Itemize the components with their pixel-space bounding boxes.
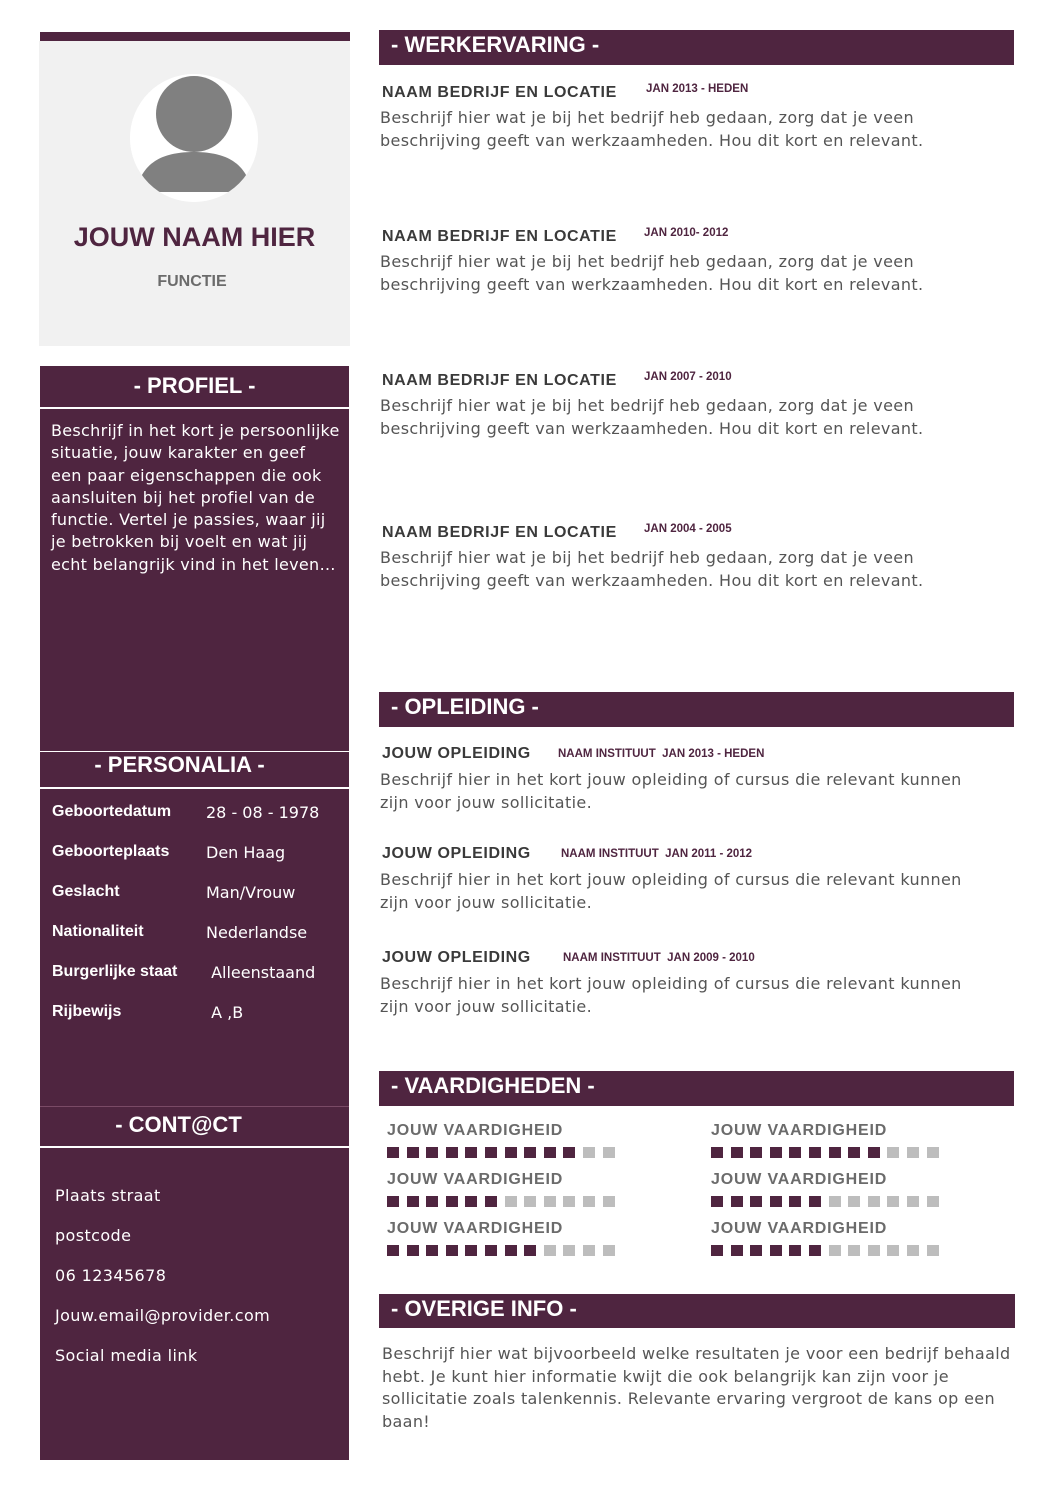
personalia-value: Den Haag	[206, 843, 286, 862]
personalia-label: Geslacht	[52, 883, 120, 900]
skill-dot-filled	[770, 1147, 782, 1158]
skill-dot-filled	[731, 1245, 743, 1256]
skill-dot-filled	[505, 1245, 517, 1256]
user-silhouette-icon	[130, 74, 258, 202]
job-period: JAN 2010- 2012	[644, 227, 729, 239]
skill-dot-filled	[750, 1147, 762, 1158]
personalia-label: Burgerlijke staat	[52, 963, 178, 980]
personalia-row	[52, 883, 342, 907]
profiel-divider	[40, 407, 349, 409]
skill-label: JOUW VAARDIGHEID	[387, 1220, 564, 1237]
vaardigheden-header	[379, 1071, 1014, 1106]
skill-dot-empty	[907, 1196, 919, 1207]
skill-dot-filled	[426, 1196, 438, 1207]
skill-dot-empty	[603, 1196, 615, 1207]
skill-dot-filled	[711, 1196, 723, 1207]
skill-level-bar	[711, 1196, 951, 1208]
contact-item: Plaats straat	[55, 1186, 161, 1205]
skill-dot-filled	[809, 1147, 821, 1158]
opleiding-heading: - OPLEIDING -	[391, 694, 539, 719]
personalia-value: Nederlandse	[206, 923, 308, 942]
skill-dot-filled	[407, 1147, 419, 1158]
skill-dot-filled	[750, 1245, 762, 1256]
skill-dot-filled	[465, 1147, 477, 1158]
skill-label: JOUW VAARDIGHEID	[711, 1220, 888, 1237]
personalia-value: A ,B	[206, 1003, 244, 1022]
profiel-heading: - PROFIEL -	[133, 373, 256, 398]
personalia-label: Geboorteplaats	[52, 843, 170, 860]
skill-dot-empty	[927, 1147, 939, 1158]
skill-dot-filled	[465, 1245, 477, 1256]
werkervaring-heading: - WERKERVARING -	[391, 32, 600, 57]
contact-top-divider	[40, 1106, 349, 1107]
sidebar	[40, 366, 349, 1460]
opleiding-name: JOUW OPLEIDING	[382, 745, 531, 762]
personalia-divider	[40, 787, 349, 789]
skill-dot-filled	[524, 1245, 536, 1256]
opleiding-name: JOUW OPLEIDING	[382, 845, 531, 862]
skill-dot-filled	[848, 1147, 860, 1158]
personalia-row	[52, 803, 342, 827]
personalia-heading: - PERSONALIA -	[94, 752, 265, 777]
skill-label: JOUW VAARDIGHEID	[387, 1122, 564, 1139]
skill-dot-filled	[387, 1147, 399, 1158]
skill-dot-filled	[426, 1147, 438, 1158]
overige-text: Beschrijf hier wat bijvoorbeeld welke resultaten je voor een bedrijf behaald hebt. Je kunt hier informatie kwijt die ook belangrijk kan zijn voor je sollicitatie zoals talenkennis. Relevante ervaring vergroot de kans op een baan!	[382, 1344, 1011, 1431]
job-company: NAAM BEDRIJF EN LOCATIE	[382, 372, 617, 389]
personalia-label: Geboortedatum	[52, 803, 172, 820]
opleiding-description: Beschrijf hier in het kort jouw opleiding of cursus die relevant kunnen zijn voor jouw sollicitatie.	[380, 974, 962, 1016]
opleiding-name: JOUW OPLEIDING	[382, 949, 531, 966]
contact-item: postcode	[55, 1226, 132, 1245]
personalia-label: Rijbewijs	[52, 1003, 122, 1020]
skill-level-bar	[387, 1147, 627, 1159]
personalia-row	[52, 923, 342, 947]
job-period: JAN 2013 - HEDEN	[646, 83, 749, 95]
personalia-value: 28 - 08 - 1978	[206, 803, 320, 822]
skill-dot-filled	[387, 1196, 399, 1207]
contact-divider	[40, 1146, 349, 1148]
job-company: NAAM BEDRIJF EN LOCATIE	[382, 524, 617, 541]
job-description: Beschrijf hier wat je bij het bedrijf heb gedaan, zorg dat je veen beschrijving geeft van werkzaamheden. Hou dit kort en relevant.	[380, 396, 924, 438]
skill-dot-empty	[603, 1147, 615, 1158]
overige-heading: - OVERIGE INFO -	[391, 1296, 577, 1321]
skill-dot-empty	[848, 1245, 860, 1256]
skill-dot-empty	[544, 1196, 556, 1207]
opleiding-meta: NAAM INSTITUUT JAN 2013 - HEDEN	[558, 748, 765, 760]
opleiding-description: Beschrijf hier in het kort jouw opleiding of cursus die relevant kunnen zijn voor jouw sollicitatie.	[380, 870, 962, 912]
opleiding-header	[379, 692, 1014, 727]
personalia-value: Man/Vrouw	[206, 883, 296, 902]
skill-dot-filled	[387, 1245, 399, 1256]
skill-dot-filled	[485, 1147, 497, 1158]
skill-dot-empty	[887, 1245, 899, 1256]
personalia-value: Alleenstaand	[206, 963, 316, 982]
skill-dot-empty	[583, 1245, 595, 1256]
avatar	[130, 74, 258, 202]
contact-heading: - CONT@CT	[115, 1112, 242, 1137]
skill-dot-empty	[505, 1196, 517, 1207]
skill-dot-filled	[731, 1147, 743, 1158]
skill-dot-empty	[563, 1245, 575, 1256]
skill-dot-empty	[927, 1196, 939, 1207]
skill-dot-filled	[809, 1245, 821, 1256]
skill-dot-filled	[544, 1147, 556, 1158]
skill-dot-empty	[829, 1196, 841, 1207]
skill-dot-empty	[927, 1245, 939, 1256]
job-period: JAN 2004 - 2005	[644, 523, 732, 535]
skill-dot-filled	[750, 1196, 762, 1207]
skill-dot-filled	[711, 1245, 723, 1256]
skill-dot-empty	[563, 1196, 575, 1207]
contact-item: 06 12345678	[55, 1266, 167, 1285]
opleiding-meta: NAAM INSTITUUT JAN 2011 - 2012	[561, 848, 753, 860]
skill-dot-empty	[848, 1196, 860, 1207]
contact-item: Social media link	[55, 1346, 198, 1365]
profiel-text: Beschrijf in het kort je persoonlijke situatie, jouw karakter en geef een paar eigenschappen die ook aansluiten bij het profiel van de functie. Vertel je passies, waar jij je betrokken bij voelt en wat jij echt belangrijk vind in het leven…	[51, 421, 340, 574]
skill-dot-filled	[770, 1245, 782, 1256]
skill-dot-empty	[583, 1196, 595, 1207]
skill-dot-empty	[544, 1245, 556, 1256]
skill-dot-filled	[446, 1245, 458, 1256]
skill-dot-filled	[563, 1147, 575, 1158]
skill-dot-filled	[789, 1245, 801, 1256]
skill-label: JOUW VAARDIGHEID	[387, 1171, 564, 1188]
werkervaring-header	[379, 30, 1014, 65]
job-company: NAAM BEDRIJF EN LOCATIE	[382, 228, 617, 245]
skill-level-bar	[711, 1245, 951, 1257]
skill-dot-filled	[426, 1245, 438, 1256]
person-name: JOUW NAAM HIER	[73, 222, 316, 252]
skill-dot-empty	[829, 1245, 841, 1256]
skill-dot-filled	[711, 1147, 723, 1158]
skill-label: JOUW VAARDIGHEID	[711, 1171, 888, 1188]
personalia-label: Nationaliteit	[52, 923, 144, 940]
skill-level-bar	[387, 1245, 627, 1257]
skill-dot-filled	[446, 1196, 458, 1207]
skill-level-bar	[711, 1147, 951, 1159]
skill-dot-filled	[446, 1147, 458, 1158]
job-period: JAN 2007 - 2010	[644, 371, 732, 383]
skill-dot-empty	[603, 1245, 615, 1256]
job-description: Beschrijf hier wat je bij het bedrijf heb gedaan, zorg dat je veen beschrijving geeft van werkzaamheden. Hou dit kort en relevant.	[380, 548, 924, 590]
skill-dot-filled	[789, 1196, 801, 1207]
skill-dot-filled	[407, 1245, 419, 1256]
skill-dot-empty	[907, 1245, 919, 1256]
job-description: Beschrijf hier wat je bij het bedrijf heb gedaan, zorg dat je veen beschrijving geeft van werkzaamheden. Hou dit kort en relevant.	[380, 108, 924, 150]
skill-dot-filled	[868, 1147, 880, 1158]
job-function: FUNCTIE	[157, 273, 227, 290]
contact-item: Jouw.email@provider.com	[55, 1306, 271, 1325]
skill-dot-empty	[524, 1196, 536, 1207]
skill-dot-filled	[465, 1196, 477, 1207]
skill-dot-empty	[887, 1147, 899, 1158]
skill-dot-filled	[505, 1147, 517, 1158]
skill-dot-filled	[770, 1196, 782, 1207]
skill-level-bar	[387, 1196, 627, 1208]
opleiding-meta: NAAM INSTITUUT JAN 2009 - 2010	[563, 952, 755, 964]
skill-dot-empty	[887, 1196, 899, 1207]
skill-dot-filled	[809, 1196, 821, 1207]
skill-dot-filled	[407, 1196, 419, 1207]
skill-dot-empty	[868, 1245, 880, 1256]
skill-dot-filled	[789, 1147, 801, 1158]
header-accent-bar	[40, 32, 350, 41]
skill-dot-filled	[731, 1196, 743, 1207]
personalia-row	[52, 1003, 342, 1027]
skill-dot-empty	[583, 1147, 595, 1158]
vaardigheden-heading: - VAARDIGHEDEN -	[391, 1073, 595, 1098]
skill-dot-filled	[485, 1245, 497, 1256]
skill-dot-empty	[907, 1147, 919, 1158]
skill-dot-filled	[524, 1147, 536, 1158]
overige-header	[379, 1294, 1015, 1328]
personalia-row	[52, 963, 342, 987]
personalia-row	[52, 843, 342, 867]
skill-label: JOUW VAARDIGHEID	[711, 1122, 888, 1139]
skill-dot-filled	[829, 1147, 841, 1158]
opleiding-description: Beschrijf hier in het kort jouw opleiding of cursus die relevant kunnen zijn voor jouw sollicitatie.	[380, 770, 962, 812]
job-company: NAAM BEDRIJF EN LOCATIE	[382, 84, 617, 101]
skill-dot-filled	[485, 1196, 497, 1207]
skill-dot-empty	[868, 1196, 880, 1207]
job-description: Beschrijf hier wat je bij het bedrijf heb gedaan, zorg dat je veen beschrijving geeft van werkzaamheden. Hou dit kort en relevant.	[380, 252, 924, 294]
